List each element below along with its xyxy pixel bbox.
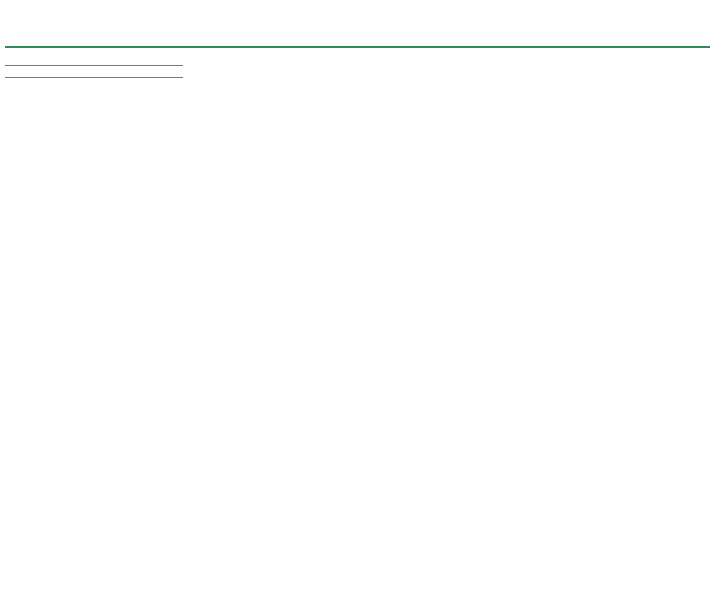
starting-date-row xyxy=(5,54,183,66)
alert-row xyxy=(5,66,710,76)
title-divider xyxy=(5,46,710,48)
